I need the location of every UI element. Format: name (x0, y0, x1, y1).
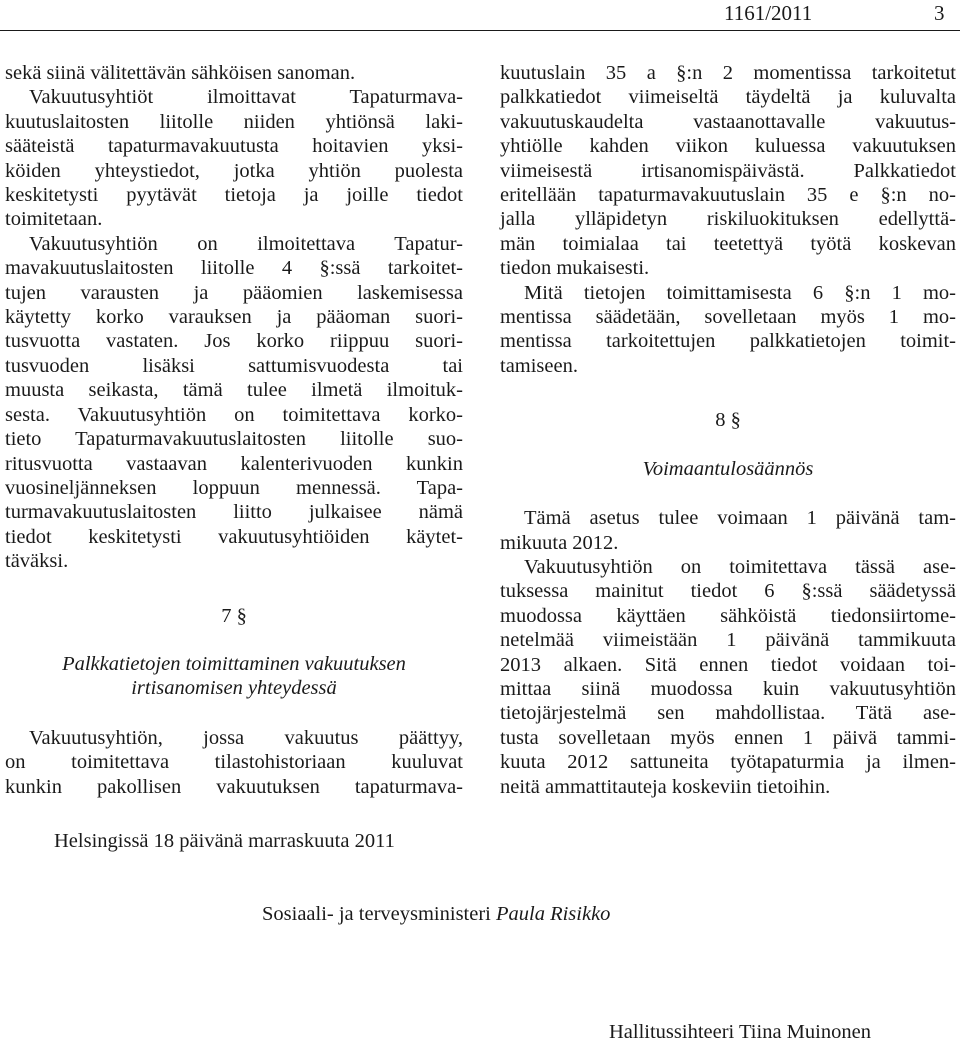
text-line: mikuuta 2012. (500, 531, 619, 554)
text-line: täväksi. (5, 550, 69, 573)
text-line: köiden yhteystiedot, jotka yhtiön puolesta (5, 159, 463, 182)
text-line: jalla ylläpidetyn riskiluokituksen edellyttä- (500, 208, 956, 231)
text-line: ritusvuotta vastaavan kalenterivuoden kunkin (5, 452, 463, 475)
section-7-title (5, 652, 463, 701)
section-8-title: Voimaantulosäännös (642, 457, 814, 480)
place-date: Helsingissä 18 päivänä marraskuuta 2011 (54, 830, 395, 852)
text-line: mittaa siinä muodossa kuin vakuutusyhtiön (500, 677, 956, 700)
text-line: män toimialaa tai teetettyä työtä koskevan (500, 232, 956, 255)
text-line: vuosineljänneksen loppuun mennessä. Tapa- (5, 476, 463, 499)
text-line: tamiseen. (500, 354, 578, 377)
text-line: tiedot keskitetysti vakuutusyhtiöiden käytet- (5, 525, 463, 548)
text-line: mentissa säädetään, sovelletaan myös 1 mo- (500, 306, 956, 329)
text-line: tuksessa mainitut tiedot 6 §:ssä säädetyssä (500, 580, 956, 603)
text-line: tusvuoden lisäksi sattumisvuodesta tai (5, 354, 463, 377)
text-line: Tämä asetus tulee voimaan 1 päivänä tam- (524, 507, 956, 530)
text-line: neitä ammattitauteja koskeviin tietoihin. (500, 775, 831, 798)
text-line: turmavakuutuslaitosten liitto julkaisee nämä (5, 501, 463, 524)
text-line: Vakuutusyhtiön on toimitettava tässä ase- (524, 555, 956, 578)
text-line: sesta. Vakuutusyhtiön on toimitettava korko- (5, 403, 463, 426)
header-rule (0, 30, 960, 31)
section-8-number: 8 § (715, 409, 741, 432)
text-line: netelmää viimeistään 1 päivänä tammikuuta (500, 629, 956, 652)
text-line: palkkatiedot viimeiseltä täydeltä ja kuluvalta (500, 86, 956, 109)
text-line: Vakuutusyhtiön on ilmoitettava Tapatur- (29, 232, 463, 255)
text-line: mavakuutuslaitosten liitolle 4 §:ssä tarkoitet- (5, 257, 463, 280)
text-line: 2013 alkaen. Sitä ennen tiedot voidaan toi- (500, 653, 956, 676)
statute-number: 1161/2011 (724, 1, 813, 25)
paragraph (500, 61, 956, 281)
right-column (500, 61, 956, 799)
text-line: eritellään tapaturmavakuutuslain 35 e §:n no- (500, 184, 956, 207)
text-line: tusvuotta vastaten. Jos korko riippuu suori- (5, 330, 463, 353)
text-line: käytetty korko varauksen ja pääoman suori- (5, 306, 463, 329)
text-line: sekä siinä välitettävän sähköisen sanoman. (5, 62, 356, 84)
text-line: keskitetysti pyytävät tietoja ja joille tiedot (5, 184, 463, 207)
text-line: tieto Tapaturmavakuutuslaitosten liitolle suo- (5, 428, 463, 451)
paragraph (500, 555, 956, 799)
text-line: mentissa tarkoitettujen palkkatietojen toimit- (500, 330, 956, 353)
text-line: muodossa käyttäen sähköistä tiedonsiirtome- (500, 604, 956, 627)
page-number: 3 (934, 1, 945, 25)
text-line: kuutuslain 35 a §:n 2 momentissa tarkoitetut (500, 62, 956, 84)
text-line: kuuta 2012 sattuneita työtapaturmia ja ilmen- (500, 751, 956, 774)
section-title-line: irtisanomisen yhteydessä (131, 677, 337, 700)
section-title-line: Palkkatietojen toimittaminen vakuutuksen (62, 652, 406, 675)
text-line: tujen varausten ja pääomien laskemisessa (5, 281, 463, 304)
text-line: toimitetaan. (5, 208, 103, 231)
minister-title: Sosiaali- ja terveysministeri (262, 903, 491, 925)
paragraph (500, 281, 956, 379)
text-line: kuutuslaitosten liitolle niiden yhtiönsä laki- (5, 110, 463, 133)
minister-signature (262, 902, 610, 926)
text-line: Vakuutusyhtiön, jossa vakuutus päättyy, (29, 726, 463, 749)
text-line: on toimitettava tilastohistoriaan kuuluvat (5, 751, 463, 774)
text-line: sääteistä tapaturmavakuutusta hoitavien yksi- (5, 135, 463, 158)
text-line: tietojärjestelmä sen mahdollistaa. Tätä ase- (500, 702, 956, 725)
left-column (5, 61, 463, 799)
section-7-number: 7 § (221, 604, 247, 627)
text-line: viimeisestä irtisanomispäivästä. Palkkatiedot (500, 159, 956, 182)
text-line: tusta sovelletaan myös ennen 1 päivä tammi- (500, 726, 956, 749)
text-line: yhtiölle kahden viikon kuluessa vakuutuksen (500, 135, 956, 158)
text-line: tiedon mukaisesti. (500, 257, 650, 280)
text-line: muusta seikasta, tämä tulee ilmetä ilmoituk- (5, 379, 463, 402)
paragraph (5, 61, 463, 232)
paragraph (500, 506, 956, 555)
paragraph (5, 726, 463, 799)
text-line: vakuutuskaudelta vastaanottavalle vakuutus- (500, 110, 956, 133)
text-line: Mitä tietojen toimittamisesta 6 §:n 1 mo- (524, 281, 956, 304)
minister-name: Paula Risikko (496, 903, 611, 925)
text-line: kunkin pakollisen vakuutuksen tapaturmava- (5, 775, 463, 798)
secretary-signature: Hallitussihteeri Tiina Muinonen (609, 1021, 871, 1043)
text-line: Vakuutusyhtiöt ilmoittavat Tapaturmava- (29, 86, 463, 109)
paragraph (5, 232, 463, 574)
